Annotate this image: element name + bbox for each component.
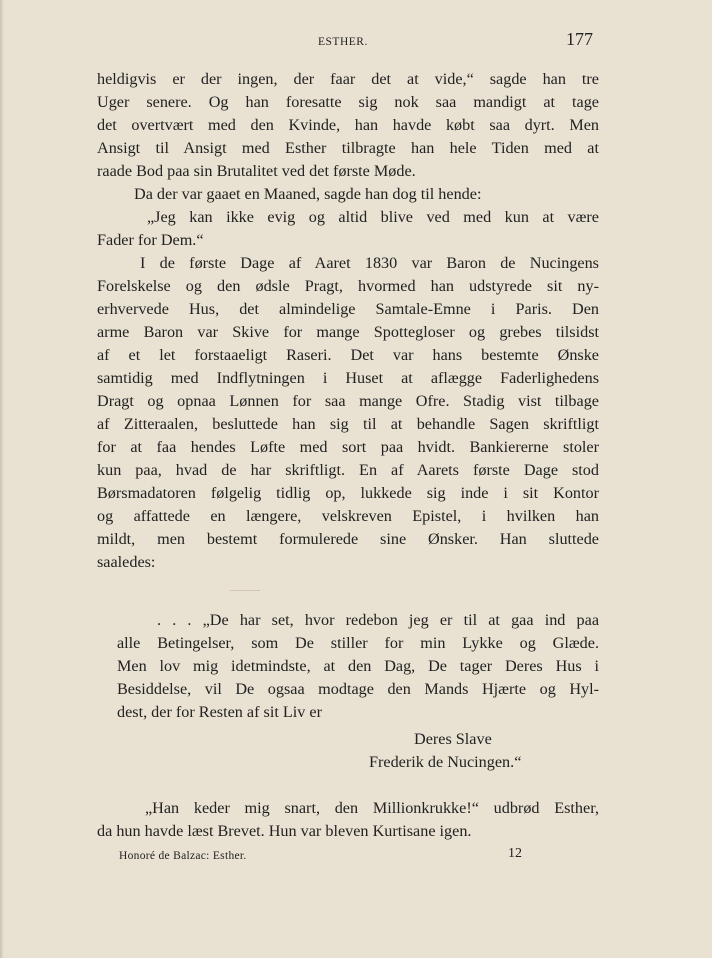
text-line: af et let forstaaeligt Raseri. Det var hans bestemte Ønske	[97, 346, 599, 364]
page-number: 177	[566, 29, 593, 49]
letter-line: Men lov mig idetmindste, at den Dag, De tager Deres Hus i	[117, 657, 599, 675]
text-line: Uger senere. Og han foresatte sig nok saa mandigt at tage	[97, 93, 599, 111]
text-line: og affattede en længere, velskreven Epistel, i hvilken han	[97, 507, 599, 525]
text-line: Ansigt til Ansigt med Esther tilbragte han hele Tiden med at	[97, 139, 599, 157]
text-line: raade Bod paa sin Brutalitet ved det første Møde.	[97, 162, 416, 180]
text-line: det overtvært med den Kvinde, han havde købt saa dyrt. Men	[97, 116, 599, 134]
sheet-signature-mark: 12	[508, 846, 522, 861]
text-line: I de første Dage af Aaret 1830 var Baron de Nucingens	[140, 254, 599, 272]
text-line: saaledes:	[97, 553, 156, 571]
letter-line: dest, der for Resten af sit Liv er	[117, 703, 322, 721]
letter-signature: Frederik de Nucingen.“	[369, 753, 522, 771]
text-line: Dragt og opnaa Lønnen for saa mange Ofre. Stadig vist tilbage	[97, 392, 599, 410]
text-line: arme Baron var Skive for mange Spottegloser og grebes tilsidst	[97, 323, 599, 341]
text-line: Fader for Dem.“	[97, 231, 204, 249]
letter-line: alle Betingelser, som De stiller for min Lykke og Glæde.	[117, 634, 599, 652]
letter-line: . . . „De har set, hvor redebon jeg er til at gaa ind paa	[157, 611, 599, 629]
letter-closing: Deres Slave	[414, 730, 492, 748]
text-line: Børsmadatoren følgelig tidlig op, lukkede sig inde i sit Kontor	[97, 484, 599, 502]
text-line: samtidig med Indflytningen i Huset at aflægge Faderlighedens	[97, 369, 599, 387]
text-line: for at faa hendes Løfte med sort paa hvidt. Bankiererne stoler	[97, 438, 599, 456]
running-header: ESTHER.	[318, 36, 368, 48]
letter-line: Besiddelse, vil De ogsaa modtage den Mands Hjærte og Hyl-	[117, 680, 599, 698]
text-line: mildt, men bestemt formulerede sine Ønsker. Han sluttede	[97, 530, 599, 548]
text-line: „Han keder mig snart, den Millionkrukke!“ udbrød Esther,	[145, 799, 599, 817]
text-line: kun paa, hvad de har skriftligt. En af Aarets første Dage stod	[97, 461, 599, 479]
text-line: Da der var gaaet en Maaned, sagde han dog til hende:	[134, 185, 482, 203]
text-line: Forelskelse og den ødsle Pragt, hvormed han udstyrede sit ny-	[97, 277, 599, 295]
text-line: heldigvis er der ingen, der faar det at vide,“ sagde han tre	[97, 70, 599, 88]
text-line: erhvervede Hus, det almindelige Samtale-Emne i Paris. Den	[97, 300, 599, 318]
footer-author-title: Honoré de Balzac: Esther.	[119, 850, 247, 862]
page-edge-shadow	[0, 0, 4, 958]
section-separator	[230, 590, 260, 591]
text-line: „Jeg kan ikke evig og altid blive ved med kun at være	[147, 208, 599, 226]
text-line: da hun havde læst Brevet. Hun var bleven Kurtisane igen.	[97, 822, 472, 840]
text-line: af Zitteraalen, besluttede han sig til at behandle Sagen skriftligt	[97, 415, 599, 433]
